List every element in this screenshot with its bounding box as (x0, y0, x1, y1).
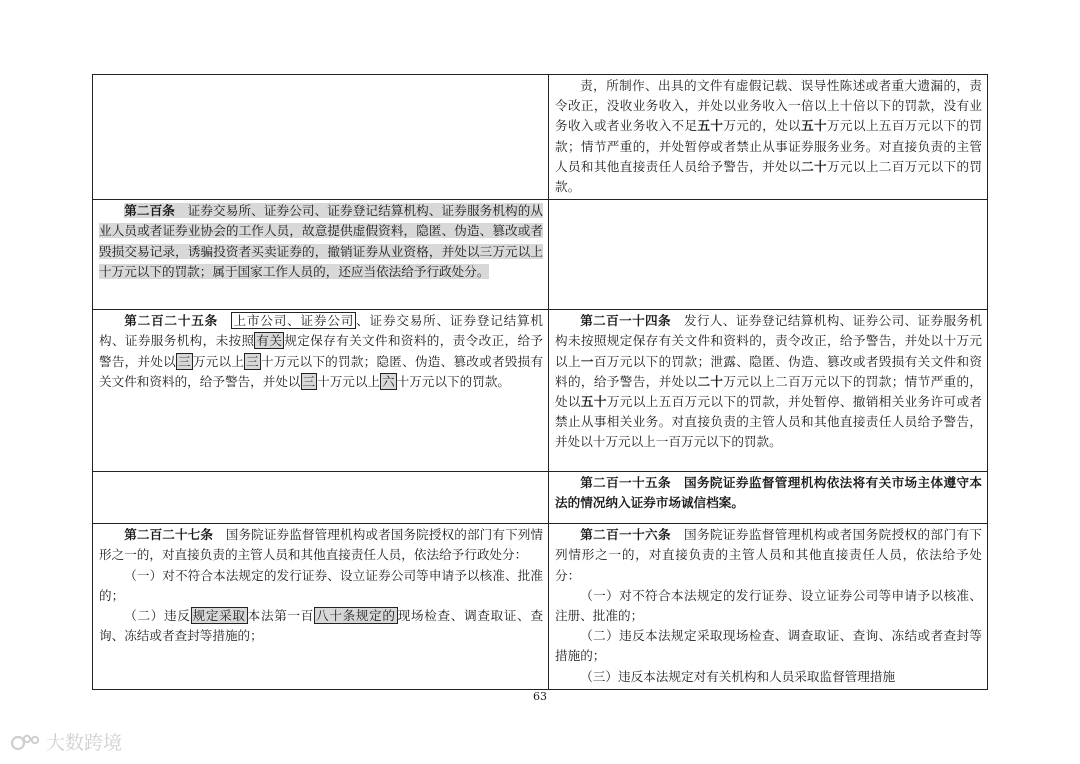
watermark (10, 728, 122, 755)
bold-text: 五十 (801, 118, 827, 134)
text-run: （一）对不符合本法规定的发行证券、设立证券公司等申请予以核准、批准的； (99, 567, 543, 603)
text-run: （一）对不符合本法规定的发行证券、设立证券公司等申请予以核准、注册、批准的； (555, 587, 982, 624)
bold-text: 五十 (697, 118, 724, 134)
text-run: 十万元以下的罚款。 (396, 373, 510, 389)
text-run: 万元的，处以 (723, 118, 802, 134)
bold-text: 国务院证券监督管理机构依法将有关市场主体遵守本法的情况纳入证券市场诚信档案。 (555, 475, 983, 511)
text-run: 证券交易所、证券公司、证券登记结算机构、证券服务机构的从业人员或者证券业协会的工作人员，故意提供虚假资料，隐匿、伪造、篡改或者毁损交易记录，诱骗投资者买卖证券的，撤销证券从业资格，并处以三万元以上十万元以下的罚款；属于国家工作人员的，还应当依法给予行政处分。 (99, 203, 544, 279)
right-cell (549, 472, 988, 524)
left-cell (93, 310, 549, 472)
bold-text: 二十 (801, 158, 827, 174)
highlighted-boxed-text: 三 (302, 373, 316, 389)
bold-text: 第二百一十四条 (580, 313, 672, 329)
page-number: 63 (533, 690, 547, 703)
table-row (93, 75, 988, 200)
bold-text: 第二百条 (124, 203, 175, 219)
right-cell (549, 310, 988, 472)
watermark-logo-icon (10, 731, 42, 753)
text-run: 、证券交易所、证券登记结算机构、证券服务机构，未按照 (99, 313, 544, 349)
text-run: 万元以上二百万元以下的罚款；情节严重的，处以 (555, 373, 983, 410)
text-run: 万元以上 (192, 353, 245, 369)
bold-text: 二十 (697, 373, 724, 389)
highlighted-boxed-text: 规定采取 (192, 608, 246, 624)
text-run: 万元以上五百万元以下的罚款，并处暂停、撤销相关业务许可或者禁止从事相关业务。对直接负责的主管人员和其他直接责任人员给予警告，并处以十万元以上一百万元以下的罚款。 (555, 394, 983, 450)
boxed-text: 上市公司、证券公司 (233, 313, 355, 329)
bold-text: 五十 (580, 394, 607, 410)
highlighted-boxed-text: 有关 (256, 333, 283, 349)
text-run: 百万元以下的罚款；泄露、隐匿、伪造、篡改或者毁损有关文件和资料的，给予警告，并处以 (555, 353, 983, 389)
text-run: 万元以上二百万元以下的罚款。 (555, 158, 983, 195)
text-run: 现场检查、调查取证、查询、冻结或者查封等措施的； (99, 608, 544, 644)
table-row (93, 200, 988, 310)
paragraph (99, 606, 543, 646)
text-run: 万元以上五百万元以下的罚款；情节严重的，并处暂停或者禁止从事证券服务业务。对直接负责的主管人员和其他直接责任人员给予警告，并处以 (555, 118, 983, 174)
text-run: （二）违反本法规定采取现场检查、调查取证、查询、冻结或者查封等措施的； (555, 628, 982, 664)
paragraph (99, 525, 543, 565)
watermark-text: 大数跨境 (46, 732, 123, 754)
highlighted-boxed-text: 三 (246, 353, 259, 369)
table-row (93, 524, 988, 690)
left-cell (93, 200, 549, 310)
table-row (93, 310, 988, 472)
text-run: 十万元以下的罚款；隐匿、伪造、篡改或者毁损有关文件和资料的，给予警告，并处以 (99, 353, 544, 389)
highlighted-boxed-text: 六 (382, 373, 395, 389)
table-row (93, 472, 988, 524)
right-cell (549, 75, 988, 200)
paragraph (555, 473, 982, 513)
paragraph (555, 525, 982, 586)
text-run: （三）违反本法规定对有关机构和人员采取监督管理措施 (580, 668, 896, 684)
bold-text: 一 (580, 353, 594, 369)
text-run: 十万元以上 (317, 373, 381, 389)
bold-text: 第二百一十五条 (580, 475, 672, 491)
paragraph (555, 626, 982, 666)
comparison-table (92, 74, 988, 690)
bold-text: 第二百二十五条 (124, 313, 219, 329)
text-run: 国务院证券监督管理机构或者国务院授权的部门有下列情形之一的，对直接负责的主管人员和其他直接责任人员，依法给予处分： (555, 527, 983, 583)
text-run: 本法第一百 (247, 608, 315, 624)
paragraph (555, 311, 982, 452)
highlighted-boxed-text: 八十条规定的 (316, 608, 396, 624)
highlighted-boxed-text: 三 (177, 353, 191, 369)
right-cell (549, 200, 988, 310)
text-run: 国务院证券监督管理机构或者国务院授权的部门有下列情形之一的，对直接负责的主管人员和其他直接责任人员，依法给予行政处分： (99, 527, 544, 563)
text-run: 责，所制作、出具的文件有虚假记载、误导性陈述或者重大遗漏的，责令改正，没收业务收入，并处以业务收入一倍以上十倍以下的罚款，没有业务收入或者业务收入不足 (555, 78, 982, 134)
right-cell (549, 524, 988, 690)
bold-text: 第二百一十六条 (580, 527, 672, 543)
text-run: （二）违反 (124, 608, 191, 624)
text-run: 发行人、证券登记结算机构、证券公司、证券服务机构未按照规定保存有关文件和资料的，责令改正，给予警告，并处以十万元以上 (555, 313, 983, 369)
paragraph (555, 586, 982, 626)
paragraph (555, 76, 982, 197)
paragraph (555, 667, 982, 687)
paragraph (99, 201, 543, 282)
paragraph (99, 566, 543, 606)
paragraph (99, 311, 543, 392)
left-cell (93, 472, 549, 524)
text-run (218, 313, 231, 328)
text-run: 规定保存有关文件和资料的，责令改正，给予警告，并处以 (99, 333, 544, 369)
bold-text: 第二百二十七条 (124, 527, 214, 543)
left-cell (93, 75, 549, 200)
left-cell (93, 524, 549, 690)
